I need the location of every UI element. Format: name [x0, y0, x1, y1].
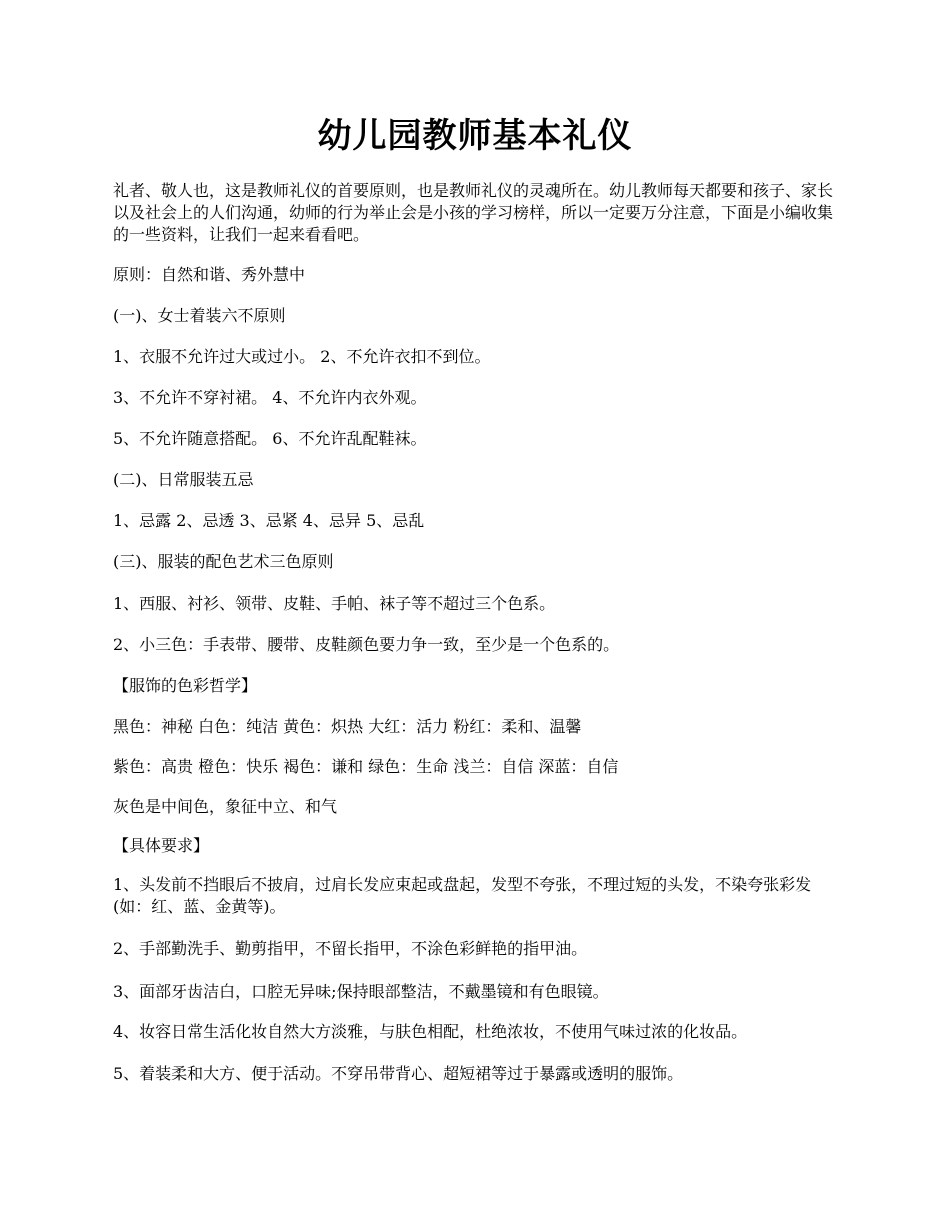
list-item: 紫色：高贵 橙色：快乐 褐色：谦和 绿色：生命 浅兰：自信 深蓝：自信 [113, 757, 619, 776]
list-item: 1、忌露 2、忌透 3、忌紧 4、忌异 5、忌乱 [113, 511, 425, 530]
section-heading: (二)、日常服装五忌 [113, 470, 254, 489]
principle-line: 原则：自然和谐、秀外慧中 [113, 265, 306, 284]
list-item: 黑色：神秘 白色：纯洁 黄色：炽热 大红：活力 粉红：柔和、温馨 [113, 717, 582, 736]
list-item: 1、头发前不挡眼后不披肩，过肩长发应束起或盘起，发型不夸张，不理过短的头发，不染夸张彩发(如：红、蓝、金黄等)。 [113, 875, 812, 916]
list-item: 5、不允许随意搭配。 6、不允许乱配鞋袜。 [113, 429, 427, 448]
list-item: 1、衣服不允许过大或过小。 2、不允许衣扣不到位。 [113, 347, 491, 366]
list-item: 4、妆容日常生活化妆自然大方淡雅，与肤色相配，杜绝浓妆，不使用气味过浓的化妆品。 [113, 1022, 748, 1041]
section-heading: 【具体要求】 [113, 836, 210, 855]
list-item: 5、着装柔和大方、便于活动。不穿吊带背心、超短裙等过于暴露或透明的服饰。 [113, 1064, 684, 1083]
section-heading: (三)、服装的配色艺术三色原则 [113, 552, 334, 571]
list-item: 3、不允许不穿衬裙。 4、不允许内衣外观。 [113, 388, 427, 407]
list-item: 2、手部勤洗手、勤剪指甲，不留长指甲，不涂色彩鲜艳的指甲油。 [113, 939, 588, 958]
document-title: 幼儿园教师基本礼仪 [317, 116, 633, 156]
list-item: 灰色是中间色，象征中立、和气 [113, 797, 338, 816]
list-item: 3、面部牙齿洁白，口腔无异味;保持眼部整洁，不戴墨镜和有色眼镜。 [113, 982, 609, 1001]
intro-paragraph: 礼者、敬人也，这是教师礼仪的首要原则，也是教师礼仪的灵魂所在。幼儿教师每天都要和孩子、家长以及社会上的人们沟通，幼师的行为举止会是小孩的学习榜样，所以一定要万分注意，下面是小编收集的一些资料，让我们一起来看看吧。 [113, 181, 834, 244]
list-item: 2、小三色：手表带、腰带、皮鞋颜色要力争一致，至少是一个色系的。 [113, 635, 620, 654]
list-item: 1、西服、衬衫、领带、皮鞋、手帕、袜子等不超过三个色系。 [113, 594, 556, 613]
section-heading: (一)、女士着装六不原则 [113, 306, 286, 325]
section-heading: 【服饰的色彩哲学】 [113, 676, 258, 695]
